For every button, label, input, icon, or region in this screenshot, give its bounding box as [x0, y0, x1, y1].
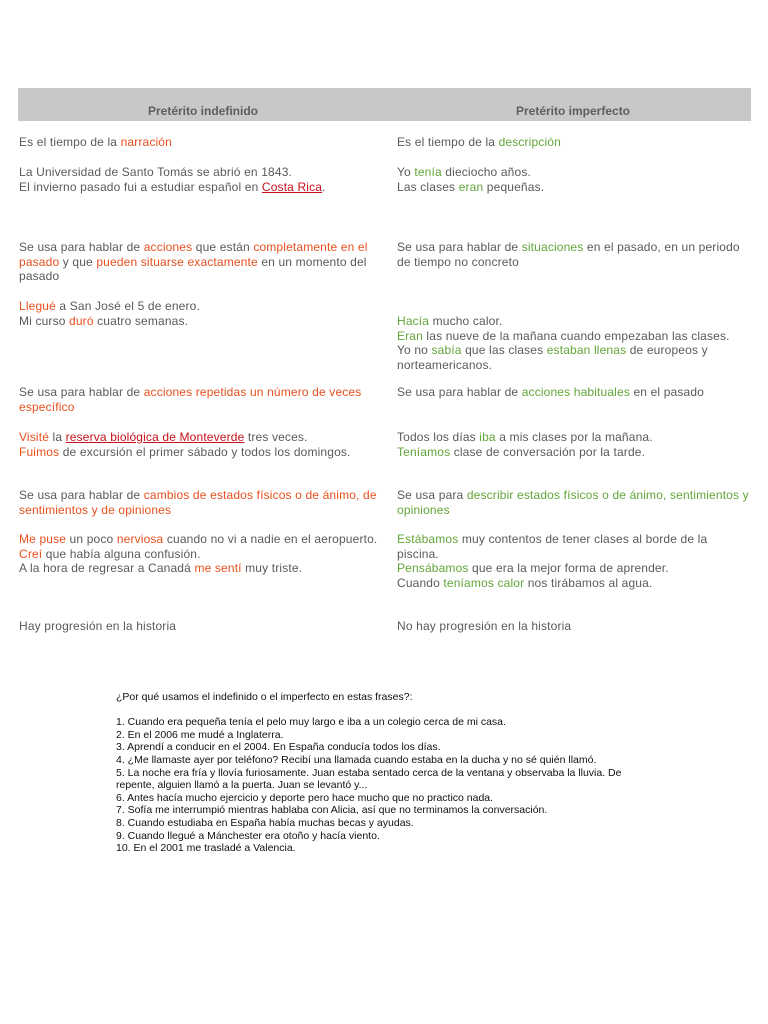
exercise-block: [116, 691, 636, 855]
highlight-term: narración: [120, 135, 172, 149]
cell-text: La Universidad de Santo Tomás se abrió en 1843.: [19, 165, 293, 179]
cell-line: [19, 430, 394, 445]
inline-link[interactable]: reserva biológica de Monteverde: [65, 430, 245, 444]
cell-text: Las clases: [397, 179, 459, 194]
cell-line: [397, 329, 752, 344]
highlight-term: duró: [69, 313, 94, 328]
cell-line: [19, 445, 394, 460]
row-9-right: [397, 619, 752, 634]
row-4-right: [397, 314, 752, 372]
cell-text: muy contentos de tener clases al borde de la piscina.: [397, 532, 708, 561]
highlight-term: situaciones: [521, 240, 584, 254]
highlight-term: Creí: [19, 546, 43, 561]
row-4-left: [19, 299, 394, 328]
cell-text: pequeñas.: [483, 179, 545, 194]
cell-text: que las clases: [461, 343, 547, 357]
cell-text: Es el tiempo de la: [19, 135, 121, 149]
highlight-term: Visité: [19, 430, 50, 444]
cell-text: Se usa para hablar de: [397, 385, 522, 399]
highlight-term: estaban llenas: [546, 343, 627, 357]
inline-link[interactable]: Costa Rica: [261, 179, 323, 194]
cell-text: cuando no vi a nadie en el aeropuerto.: [163, 532, 378, 546]
cell-line: [19, 165, 394, 180]
row-5-left: [19, 385, 394, 414]
cell-text: Yo: [397, 165, 415, 179]
cell-line: [19, 561, 394, 576]
highlight-term: nerviosa: [116, 532, 164, 546]
table-header: [18, 88, 751, 121]
row-3-right: [397, 240, 752, 269]
cell-line: [397, 619, 752, 634]
cell-text: muy triste.: [241, 561, 303, 575]
cell-line: [397, 488, 752, 517]
exercise-item: 7. Sofía me interrumpió mientras hablaba con Alicia, así que no terminamos la conversación.: [116, 804, 548, 817]
column-title-indefinido: Pretérito indefinido: [147, 104, 258, 118]
highlight-term: Teníamos: [397, 444, 451, 459]
cell-line: [19, 488, 394, 517]
cell-line: [397, 180, 752, 195]
cell-text: dieciocho años.: [441, 165, 531, 179]
highlight-term: Fuimos: [19, 444, 60, 459]
cell-line: [397, 240, 752, 269]
cell-text: tres veces.: [244, 430, 308, 444]
row-9-left: [19, 619, 394, 634]
exercise-item: 9. Cuando llegué a Mánchester era otoño y hacía viento.: [116, 829, 380, 842]
highlight-term: acciones habituales: [521, 385, 630, 399]
cell-text: A la hora de regresar a Canadá: [19, 561, 195, 575]
exercise-item: 4. ¿Me llamaste ayer por teléfono? Recibí una llamada cuando estaba en la ducha y no sé quién llamó.: [116, 753, 597, 766]
cell-text: Mi curso: [19, 313, 70, 328]
highlight-term: Eran: [397, 328, 423, 343]
highlight-term: Hacía: [397, 314, 430, 328]
cell-text: No hay progresión en la historia: [397, 619, 572, 633]
row-5-right: [397, 385, 752, 400]
cell-line: [397, 135, 752, 150]
row-1-left: [19, 135, 394, 150]
cell-text: en el pasado: [629, 385, 704, 399]
cell-line: [397, 385, 752, 400]
exercise-item: 2. En el 2006 me mudé a Inglaterra.: [116, 728, 284, 741]
highlight-term: acciones: [143, 240, 193, 254]
cell-line: [19, 240, 394, 284]
exercise-item: 10. En el 2001 me trasladé a Valencia.: [116, 842, 296, 855]
highlight-term: descripción: [498, 135, 561, 149]
cell-text: en el pasado, en un periodo de tiempo no concreto: [397, 240, 740, 269]
cell-text: de excursión el primer sábado y todos los domingos.: [59, 444, 351, 459]
highlight-term: describir estados físicos o de ánimo, sentimientos y opiniones: [397, 488, 749, 517]
cell-text: y que: [59, 254, 97, 269]
cell-line: [19, 180, 394, 195]
cell-line: [19, 299, 394, 314]
cell-text: que había alguna confusión.: [42, 546, 201, 561]
cell-line: [397, 430, 752, 445]
row-7-left: [19, 488, 394, 517]
exercise-item: 8. Cuando estudiaba en España había muchas becas y ayudas.: [116, 816, 414, 829]
cell-line: [19, 619, 394, 634]
row-3-left: [19, 240, 394, 284]
cell-text: en un momento del pasado: [19, 254, 367, 283]
exercise-item: 1. Cuando era pequeña tenía el pelo muy largo e iba a un colegio cerca de mi casa.: [116, 716, 506, 729]
cell-line: [397, 314, 752, 329]
highlight-term: acciones repetidas un número de veces específico: [19, 385, 362, 414]
cell-text: a mis clases por la mañana.: [495, 430, 653, 444]
cell-text: que están: [192, 240, 254, 254]
cell-line: [397, 532, 752, 561]
cell-line: [19, 135, 394, 150]
highlight-term: Llegué: [19, 299, 56, 313]
exercise-prompt: ¿Por qué usamos el indefinido o el imperfecto en estas frases?:: [116, 691, 413, 703]
cell-text: Se usa para hablar de: [19, 240, 144, 254]
cell-line: [19, 547, 394, 562]
cell-text: Se usa para hablar de: [19, 488, 144, 502]
cell-text: Yo no: [397, 343, 432, 357]
cell-text: Se usa para hablar de: [397, 240, 522, 254]
highlight-term: teníamos calor: [443, 575, 525, 590]
cell-text: Es el tiempo de la: [397, 135, 499, 149]
cell-line: [19, 385, 394, 414]
cell-text: la: [49, 430, 66, 444]
cell-line: [397, 165, 752, 180]
highlight-term: eran: [458, 179, 484, 194]
highlight-term: iba: [479, 430, 496, 444]
exercise-item: 5. La noche era fría y llovía furiosamente. Juan estaba sentado cerca de la ventana y observaba la lluvia. De repente, alguien llamó a la puerta. Juan se levantó y...: [116, 766, 622, 792]
cell-text: de europeos y norteamericanos.: [397, 343, 708, 372]
cell-text: Hay progresión en la historia: [19, 619, 177, 633]
highlight-term: sabía: [431, 343, 462, 357]
cell-line: [19, 314, 394, 329]
row-8-left: [19, 532, 394, 576]
row-2-right: [397, 165, 752, 194]
row-1-right: [397, 135, 752, 150]
cell-line: [397, 576, 752, 591]
cell-text: Cuando: [397, 575, 444, 590]
cell-text: mucho calor.: [429, 314, 503, 328]
cell-text: que era la mejor forma de aprender.: [468, 561, 669, 575]
cell-text: a San José el 5 de enero.: [55, 299, 200, 313]
column-title-imperfecto: Pretérito imperfecto: [515, 104, 631, 118]
cell-text: .: [322, 179, 326, 194]
highlight-term: completamente en el pasado: [19, 240, 368, 269]
highlight-term: Pensábamos: [397, 561, 469, 575]
cell-text: un poco: [66, 532, 117, 546]
cell-line: [397, 343, 752, 372]
cell-line: [397, 445, 752, 460]
exercise-item: 3. Aprendí a conducir en el 2004. En España conducía todos los días.: [116, 741, 441, 754]
highlight-term: tenía: [414, 165, 442, 179]
highlight-term: Estábamos: [397, 532, 459, 546]
cell-text: Se usa para hablar de: [19, 385, 144, 399]
highlight-term: me sentí: [194, 561, 242, 575]
cell-text: nos tirábamos al agua.: [524, 575, 653, 590]
cell-line: [397, 561, 752, 576]
highlight-term: Me puse: [19, 532, 67, 546]
cell-text: cuatro semanas.: [93, 313, 189, 328]
cell-text: clase de conversación por la tarde.: [450, 444, 646, 459]
cell-line: [19, 532, 394, 547]
highlight-term: pueden situarse exactamente: [96, 254, 258, 269]
cell-text: El invierno pasado fui a estudiar español en: [19, 179, 262, 194]
cell-text: Todos los días: [397, 430, 480, 444]
row-6-right: [397, 430, 752, 459]
row-2-left: [19, 165, 394, 194]
row-6-left: [19, 430, 394, 459]
cell-text: las nueve de la mañana cuando empezaban las clases.: [422, 328, 730, 343]
row-7-right: [397, 488, 752, 517]
highlight-term: cambios de estados físicos o de ánimo, de sentimientos y de opiniones: [19, 488, 377, 517]
exercise-item: 6. Antes hacía mucho ejercicio y deporte pero hace mucho que no practico nada.: [116, 791, 494, 804]
cell-text: Se usa para: [397, 488, 467, 502]
row-8-right: [397, 532, 752, 590]
